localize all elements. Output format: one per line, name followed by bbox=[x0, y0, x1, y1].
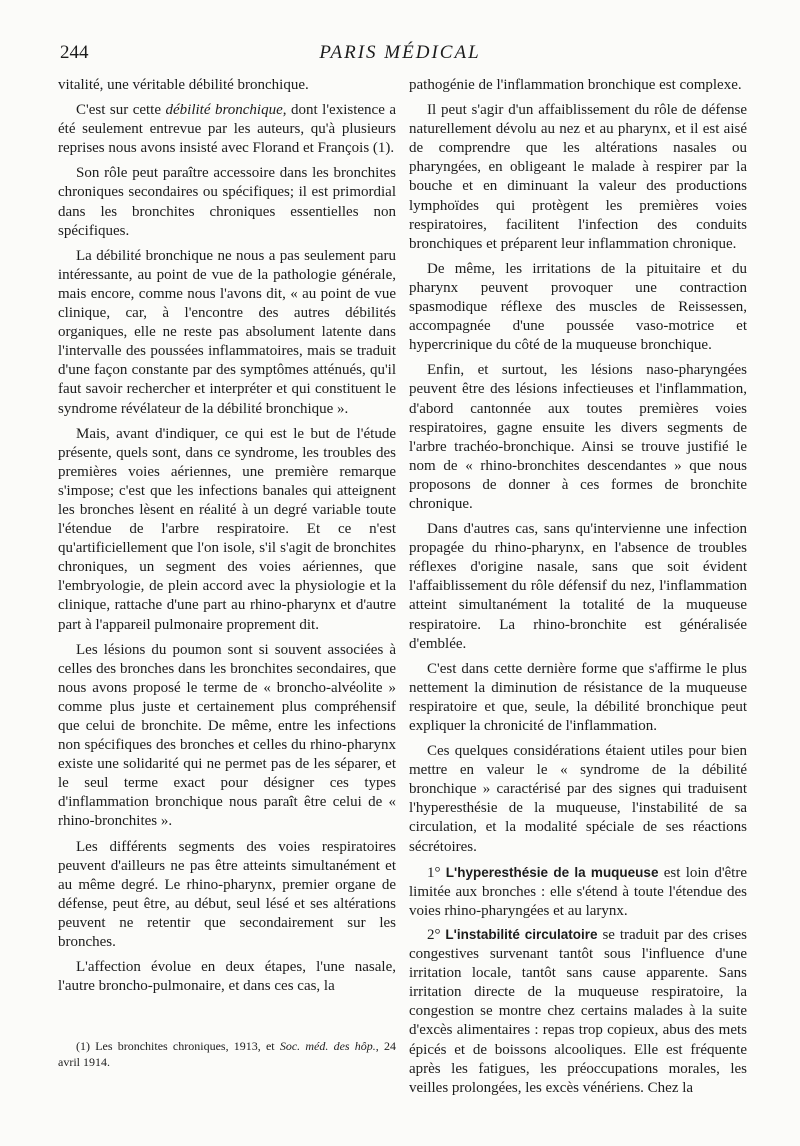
paragraph: Enfin, et surtout, les lésions naso-pharyngées peuvent être des lésions infectieuses et l'inflammation, d'abord cantonnée aux toutes premières voies respiratoires, gagne ensuite les divers segments de l'arbre trachéo-bronchique. Ainsi se trouve justifié le nom de « rhino-bronchites descendantes » que nous proposons de donner à ces formes de bronchite chronique. bbox=[409, 362, 747, 512]
text-run: , 24 avril 1914. bbox=[58, 1039, 397, 1069]
text-run: (1) Les bronchites chroniques, 1913, et bbox=[76, 1039, 280, 1053]
running-title: PARIS MÉDICAL bbox=[319, 42, 481, 63]
item-number: 2° bbox=[427, 926, 446, 943]
text-run: se traduit par des crises congestives survenant tantôt sous l'influence d'une irritation locale, tantôt sans cause apparente. Sans irritation directe de la muqueuse respiratoire, la congestion se montre chez certains malades à la suite d'excès alimentaires : repas trop copieux, abus des mets épicés et de boissons alcooliques. Elle est fréquente après les fatigues, les préoccupations morales, les veilles prolongées, les excès vénériens. Chez la bbox=[409, 926, 748, 1096]
numbered-paragraph bbox=[409, 925, 747, 1098]
left-column bbox=[58, 76, 396, 1002]
paragraph: Son rôle peut paraître accessoire dans les bronchites chroniques secondaires ou spécifiques; il est primordial dans les bronchites chroniques essentielles non spécifiques. bbox=[58, 165, 396, 239]
item-number: 1° bbox=[427, 864, 446, 881]
paragraph: C'est dans cette dernière forme que s'affirme le plus nettement la diminution de résistance de la muqueuse respiratoire et que, seule, la débilité bronchique peut expliquer la chronicité de l'inflammation. bbox=[409, 660, 747, 734]
right-column bbox=[409, 76, 747, 1102]
bold-heading: L'hyperesthésie de la muqueuse bbox=[445, 864, 659, 880]
paragraph: De même, les irritations de la pituitaire et du pharynx peuvent provoquer une contraction spasmodique réflexe des muscles de Reissessen, accompagnée d'une poussée vaso-motrice et hypercrinique du côté de la muqueuse bronchique. bbox=[409, 260, 747, 354]
paragraph: pathogénie de l'inflammation bronchique est complexe. bbox=[409, 77, 742, 93]
text-run: est loin d'être limitée aux bronches : elle s'étend à toute l'étendue des voies rhino-pharyngées et au larynx. bbox=[409, 864, 748, 919]
page-number: 244 bbox=[60, 42, 89, 63]
paragraph: L'affection évolue en deux étapes, l'une nasale, l'autre broncho-pulmonaire, et dans ces cas, la bbox=[58, 959, 396, 995]
text-run: , dont l'existence a été seulement entrevue par les auteurs, qu'à plusieurs reprises nous avons insisté avec Florand et François (1). bbox=[58, 102, 397, 157]
page-header bbox=[60, 42, 740, 68]
paragraph bbox=[58, 101, 396, 158]
paragraph: Il peut s'agir d'un affaiblissement du rôle de défense naturellement dévolu au nez et au pharynx, et il est aisé de comprendre que les altérations nasales ou pharyngées, en obligeant le malade à respirer par la bouche et en diminuant la valeur des productions lymphoïdes qui protègent les premières voies respiratoires, facilitent l'infection des conduits bronchiques et préparent leur inflammation chronique. bbox=[409, 102, 747, 252]
paragraph: Dans d'autres cas, sans qu'intervienne une infection propagée du rhino-pharynx, en l'absence de troubles réflexes d'origine nasale, sans que soit évident l'affaiblissement du rôle défensif du nez, l'inflammation atteint simultanément la totalité de la muqueuse respiratoire. La rhino-bronchite est généralisée d'emblée. bbox=[409, 521, 747, 652]
numbered-paragraph bbox=[409, 863, 747, 921]
footnote-text bbox=[58, 1038, 396, 1070]
bold-heading: L'instabilité circulatoire bbox=[445, 926, 598, 942]
emphasis: Soc. méd. des hôp. bbox=[279, 1039, 376, 1053]
paragraph: Les lésions du poumon sont si souvent associées à celles des bronches dans les bronchites secondaires, que nous avons proposé le terme de « broncho-alvéolite » comme plus juste et certainement plus compréhensif que celui de bronchite. De même, entre les infections non spécifiques des bronches et celles du rhino-pharynx existe une solidarité qui ne permet pas de les séparer, et le seul terme exact pour désigner ces types d'inflammation bronchique nous paraît être celui de « rhino-bronchites ». bbox=[58, 641, 396, 830]
emphasis: débilité bronchique bbox=[165, 102, 283, 119]
text-run: C'est sur cette bbox=[76, 102, 166, 119]
paragraph: Les différents segments des voies respiratoires peuvent d'ailleurs ne pas être atteints simultanément et au même degré. Le rhino-pharynx, premier organe de défense, peut être, au début, seul lésé et ses altérations peuvent ne retentir que secondairement sur les bronches. bbox=[58, 838, 396, 951]
paragraph: Ces quelques considérations étaient utiles pour bien mettre en valeur le « syndrome de la débilité bronchique » caractérisé par des signes qui traduisent l'hyperesthésie de la muqueuse, l'instabilité de sa circulation, et la modalité spéciale de ses réactions sécrétoires. bbox=[409, 743, 747, 855]
paragraph: vitalité, une véritable débilité bronchique. bbox=[58, 77, 309, 93]
footnote bbox=[58, 1038, 396, 1070]
paragraph: La débilité bronchique ne nous a pas seulement paru intéressante, au point de vue de la pathologie générale, mais encore, comme nous l'avons dit, « au point de vue clinique, car, à l'encontre des autres débilités organiques, elle ne reste pas absolument latente dans l'intervalle des poussées inflammatoires, mais se traduit d'une façon constante par des symptômes atténués, qu'il faut savoir rechercher et interpréter et qui constituent le syndrome révélateur de la débilité bronchique ». bbox=[58, 247, 396, 417]
paragraph: Mais, avant d'indiquer, ce qui est le but de l'étude présente, quels sont, dans ce syndrome, les troubles des premières voies aériennes, une première remarque s'impose; c'est que les infections banales qui atteignent les bronches lèsent en réalité à un degré variable toute l'étendue de l'arbre respiratoire. Et ce n'est qu'artificiellement que l'on isole, s'il s'agit de bronchites chroniques, un segment des voies aériennes, que l'embryologie, de plein accord avec la physiologie et la clinique, rattache d'une part au rhino-pharynx et d'autre part à l'appareil pulmonaire proprement dit. bbox=[58, 425, 396, 633]
